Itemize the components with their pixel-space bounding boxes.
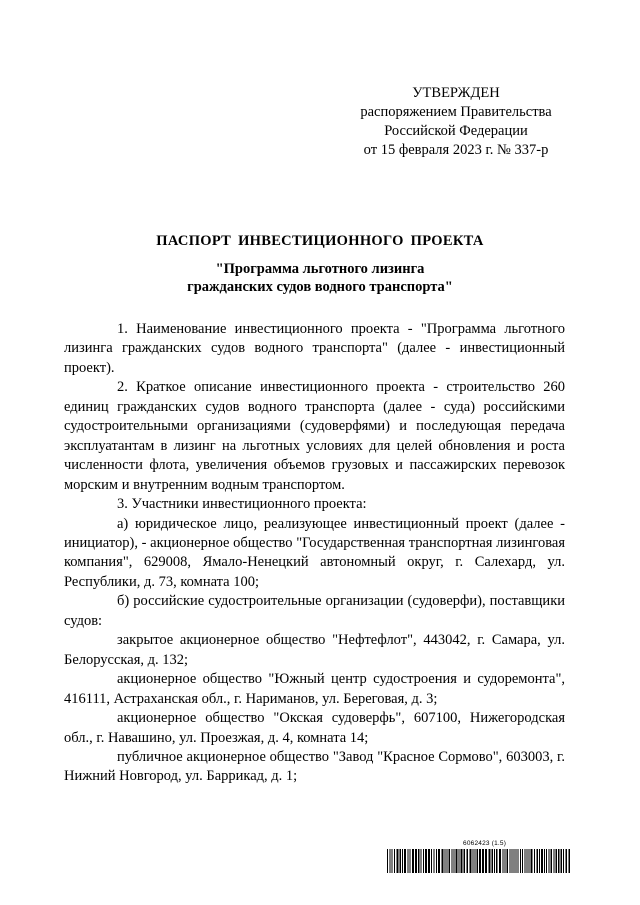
- approval-line-order: распоряжением Правительства: [360, 104, 552, 120]
- approval-line-government: Российской Федерации: [384, 123, 528, 139]
- subtitle-line-1: "Программа льготного лизинга: [215, 261, 425, 277]
- paragraph-shipyard-south-center: акционерное общество "Южный центр судостроения и судоремонта", 416111, Астраханская обл., г. Нариманов, ул. Береговая, д. 3;: [64, 671, 565, 707]
- paragraph-shipyard-krasnoe-sormovo: публичное акционерное общество "Завод "Красное Сормово", 603003, г. Нижний Новгород, ул. Баррикад, д. 1;: [64, 748, 565, 785]
- document-code: 6062423 (1.5): [463, 840, 507, 847]
- subtitle-line-2: гражданских судов водного транспорта": [187, 279, 453, 295]
- paragraph-participants-heading: 3. Участники инвестиционного проекта:: [117, 496, 367, 513]
- document-body: [64, 320, 565, 787]
- paragraph-shipyard-oka: акционерное общество "Окская судоверфь", 607100, Нижегородская обл., г. Навашино, ул. Проезжая, д. 4, комната 14;: [64, 710, 565, 746]
- paragraph-project-name: 1. Наименование инвестиционного проекта - "Программа льготного лизинга гражданских судов водного транспорта" (далее - инвестиционный проект).: [64, 321, 565, 376]
- approval-block: [340, 84, 572, 160]
- document-subtitle: [0, 260, 640, 296]
- paragraph-shipyard-nefteflot: закрытое акционерное общество "Нефтефлот", 443042, г. Самара, ул. Белорусская, д. 132;: [64, 632, 565, 668]
- approval-heading: УТВЕРЖДЕН: [412, 85, 500, 101]
- paragraph-initiator: а) юридическое лицо, реализующее инвестиционный проект (далее - инициатор), - акционерное общество "Государственная транспортная лизинговая компания", 629008, Ямало-Ненецкий автономный округ, г. Салехард, ул. Республики, д. 73, комната 100;: [64, 515, 565, 590]
- barcode-image: [387, 849, 570, 873]
- approval-line-date-number: от 15 февраля 2023 г. № 337-р: [363, 142, 549, 158]
- paragraph-project-description: 2. Краткое описание инвестиционного проекта - строительство 260 единиц гражданских судов водного транспорта (далее - суда) российскими судостроительными организациями (судоверфями) и последующая передача эксплуатантам в лизинг на льготных условиях для целей обновления и роста численности флота, увеличения объемов грузовых и пассажирских перевозок морским и внутренним водным транспортом.: [64, 379, 565, 493]
- paragraph-shipyards-heading: б) российские судостроительные организации (судоверфи), поставщики судов:: [64, 593, 565, 629]
- document-title: ПАСПОРТ ИНВЕСТИЦИОННОГО ПРОЕКТА: [156, 233, 484, 249]
